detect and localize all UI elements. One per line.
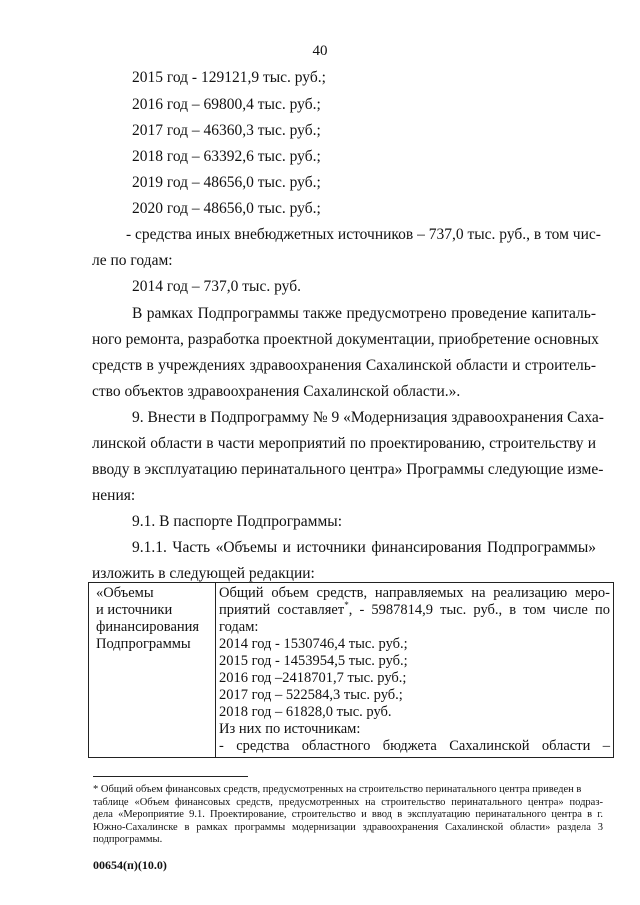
footnote-line: подпрограммы. bbox=[93, 834, 163, 845]
paragraph-text: средств в учреждениях здравоохранения Сахалинской области и строитель- bbox=[92, 357, 596, 374]
paragraph-text: изложить в следующей редакции: bbox=[92, 565, 315, 582]
table-label-line: Подпрограммы bbox=[96, 636, 191, 652]
year-line-2017: 2017 год – 46360,3 тыс. руб.; bbox=[132, 122, 321, 139]
year-line-2019: 2019 год – 48656,0 тыс. руб.; bbox=[132, 174, 321, 191]
paragraph-text: ного ремонта, разработка проектной документации, приобретение основных bbox=[92, 331, 599, 348]
year-line-2014: 2014 год – 737,0 тыс. руб. bbox=[132, 278, 301, 295]
footnote-line: Южно-Сахалинске в рамках программы модернизации здравоохранения Сахалинской области» раздела 3 bbox=[93, 821, 603, 833]
table-label-line: «Объемы bbox=[96, 585, 154, 601]
table-label-line: и источники bbox=[96, 602, 173, 618]
year-line-2015: 2015 год - 129121,9 тыс. руб.; bbox=[132, 69, 326, 86]
table-label-cell bbox=[89, 583, 216, 758]
footnote-divider bbox=[93, 776, 248, 777]
paragraph-text: ство объектов здравоохранения Сахалинской области.». bbox=[92, 383, 461, 400]
paragraph-text: линской области в части мероприятий по проектированию, строительству и bbox=[92, 435, 596, 452]
section-heading: 9.1. В паспорте Подпрограммы: bbox=[132, 513, 343, 530]
year-line-2016: 2016 год – 69800,4 тыс. руб.; bbox=[132, 96, 321, 113]
table-content-line: 2014 год - 1530746,4 тыс. руб.; bbox=[219, 636, 408, 652]
paragraph-text: ле по годам: bbox=[92, 252, 173, 269]
table-content-line: - средства областного бюджета Сахалинской области – bbox=[219, 738, 610, 754]
table-content-line bbox=[219, 602, 610, 619]
table-content-line: 2015 год - 1453954,5 тыс. руб.; bbox=[219, 653, 408, 669]
footnote-line: * Общий объем финансовых средств, предусмотренных на строительство перинатального центра приведен в bbox=[93, 784, 582, 795]
paragraph-text: - средства иных внебюджетных источников – 737,0 тыс. руб., в том чис- bbox=[126, 226, 601, 243]
table-content-line: 2018 год – 61828,0 тыс. руб. bbox=[219, 704, 392, 720]
footnote-line: таблице «Объем финансовых средств, предусмотренных на строительство перинатального центра» подраз- bbox=[93, 796, 603, 808]
footnote-line: дела «Мероприятие 9.1. Проектирование, строительство и ввод в эксплуатацию перинатального центра в г. bbox=[93, 809, 603, 820]
paragraph-text: нения: bbox=[92, 487, 136, 504]
paragraph-text: вводу в эксплуатацию перинатального центра» Программы следующие изме- bbox=[92, 461, 604, 478]
table-row bbox=[89, 583, 614, 758]
financing-table bbox=[88, 582, 614, 758]
paragraph-text: 9. Внести в Подпрограмму № 9 «Модернизация здравоохранения Саха- bbox=[132, 409, 604, 426]
table-content-line: 2016 год –2418701,7 тыс. руб.; bbox=[219, 670, 407, 686]
document-code: 00654(п)(10.0) bbox=[93, 858, 167, 872]
table-content-text: приятий составляет bbox=[219, 602, 345, 618]
footnote-marker: * bbox=[344, 600, 349, 611]
table-content-line: Из них по источникам: bbox=[219, 721, 361, 737]
year-line-2018: 2018 год – 63392,6 тыс. руб.; bbox=[132, 148, 321, 165]
paragraph-text: В рамках Подпрограммы также предусмотрено проведение капиталь- bbox=[132, 305, 596, 322]
table-content-line: годам: bbox=[219, 619, 259, 635]
table-content-line: Общий объем средств, направляемых на реализацию меро- bbox=[219, 585, 610, 601]
table-content-text: , - 5987814,9 тыс. руб., в том числе по bbox=[348, 602, 611, 618]
page-number: 40 bbox=[312, 43, 328, 59]
table-label-line: финансирования bbox=[96, 619, 200, 635]
table-content-line: 2017 год – 522584,3 тыс. руб.; bbox=[219, 687, 403, 703]
paragraph-text: 9.1.1. Часть «Объемы и источники финансирования Подпрограммы» bbox=[132, 539, 596, 556]
table-content-cell bbox=[216, 583, 614, 758]
year-line-2020: 2020 год – 48656,0 тыс. руб.; bbox=[132, 200, 321, 217]
footnote bbox=[93, 784, 603, 847]
